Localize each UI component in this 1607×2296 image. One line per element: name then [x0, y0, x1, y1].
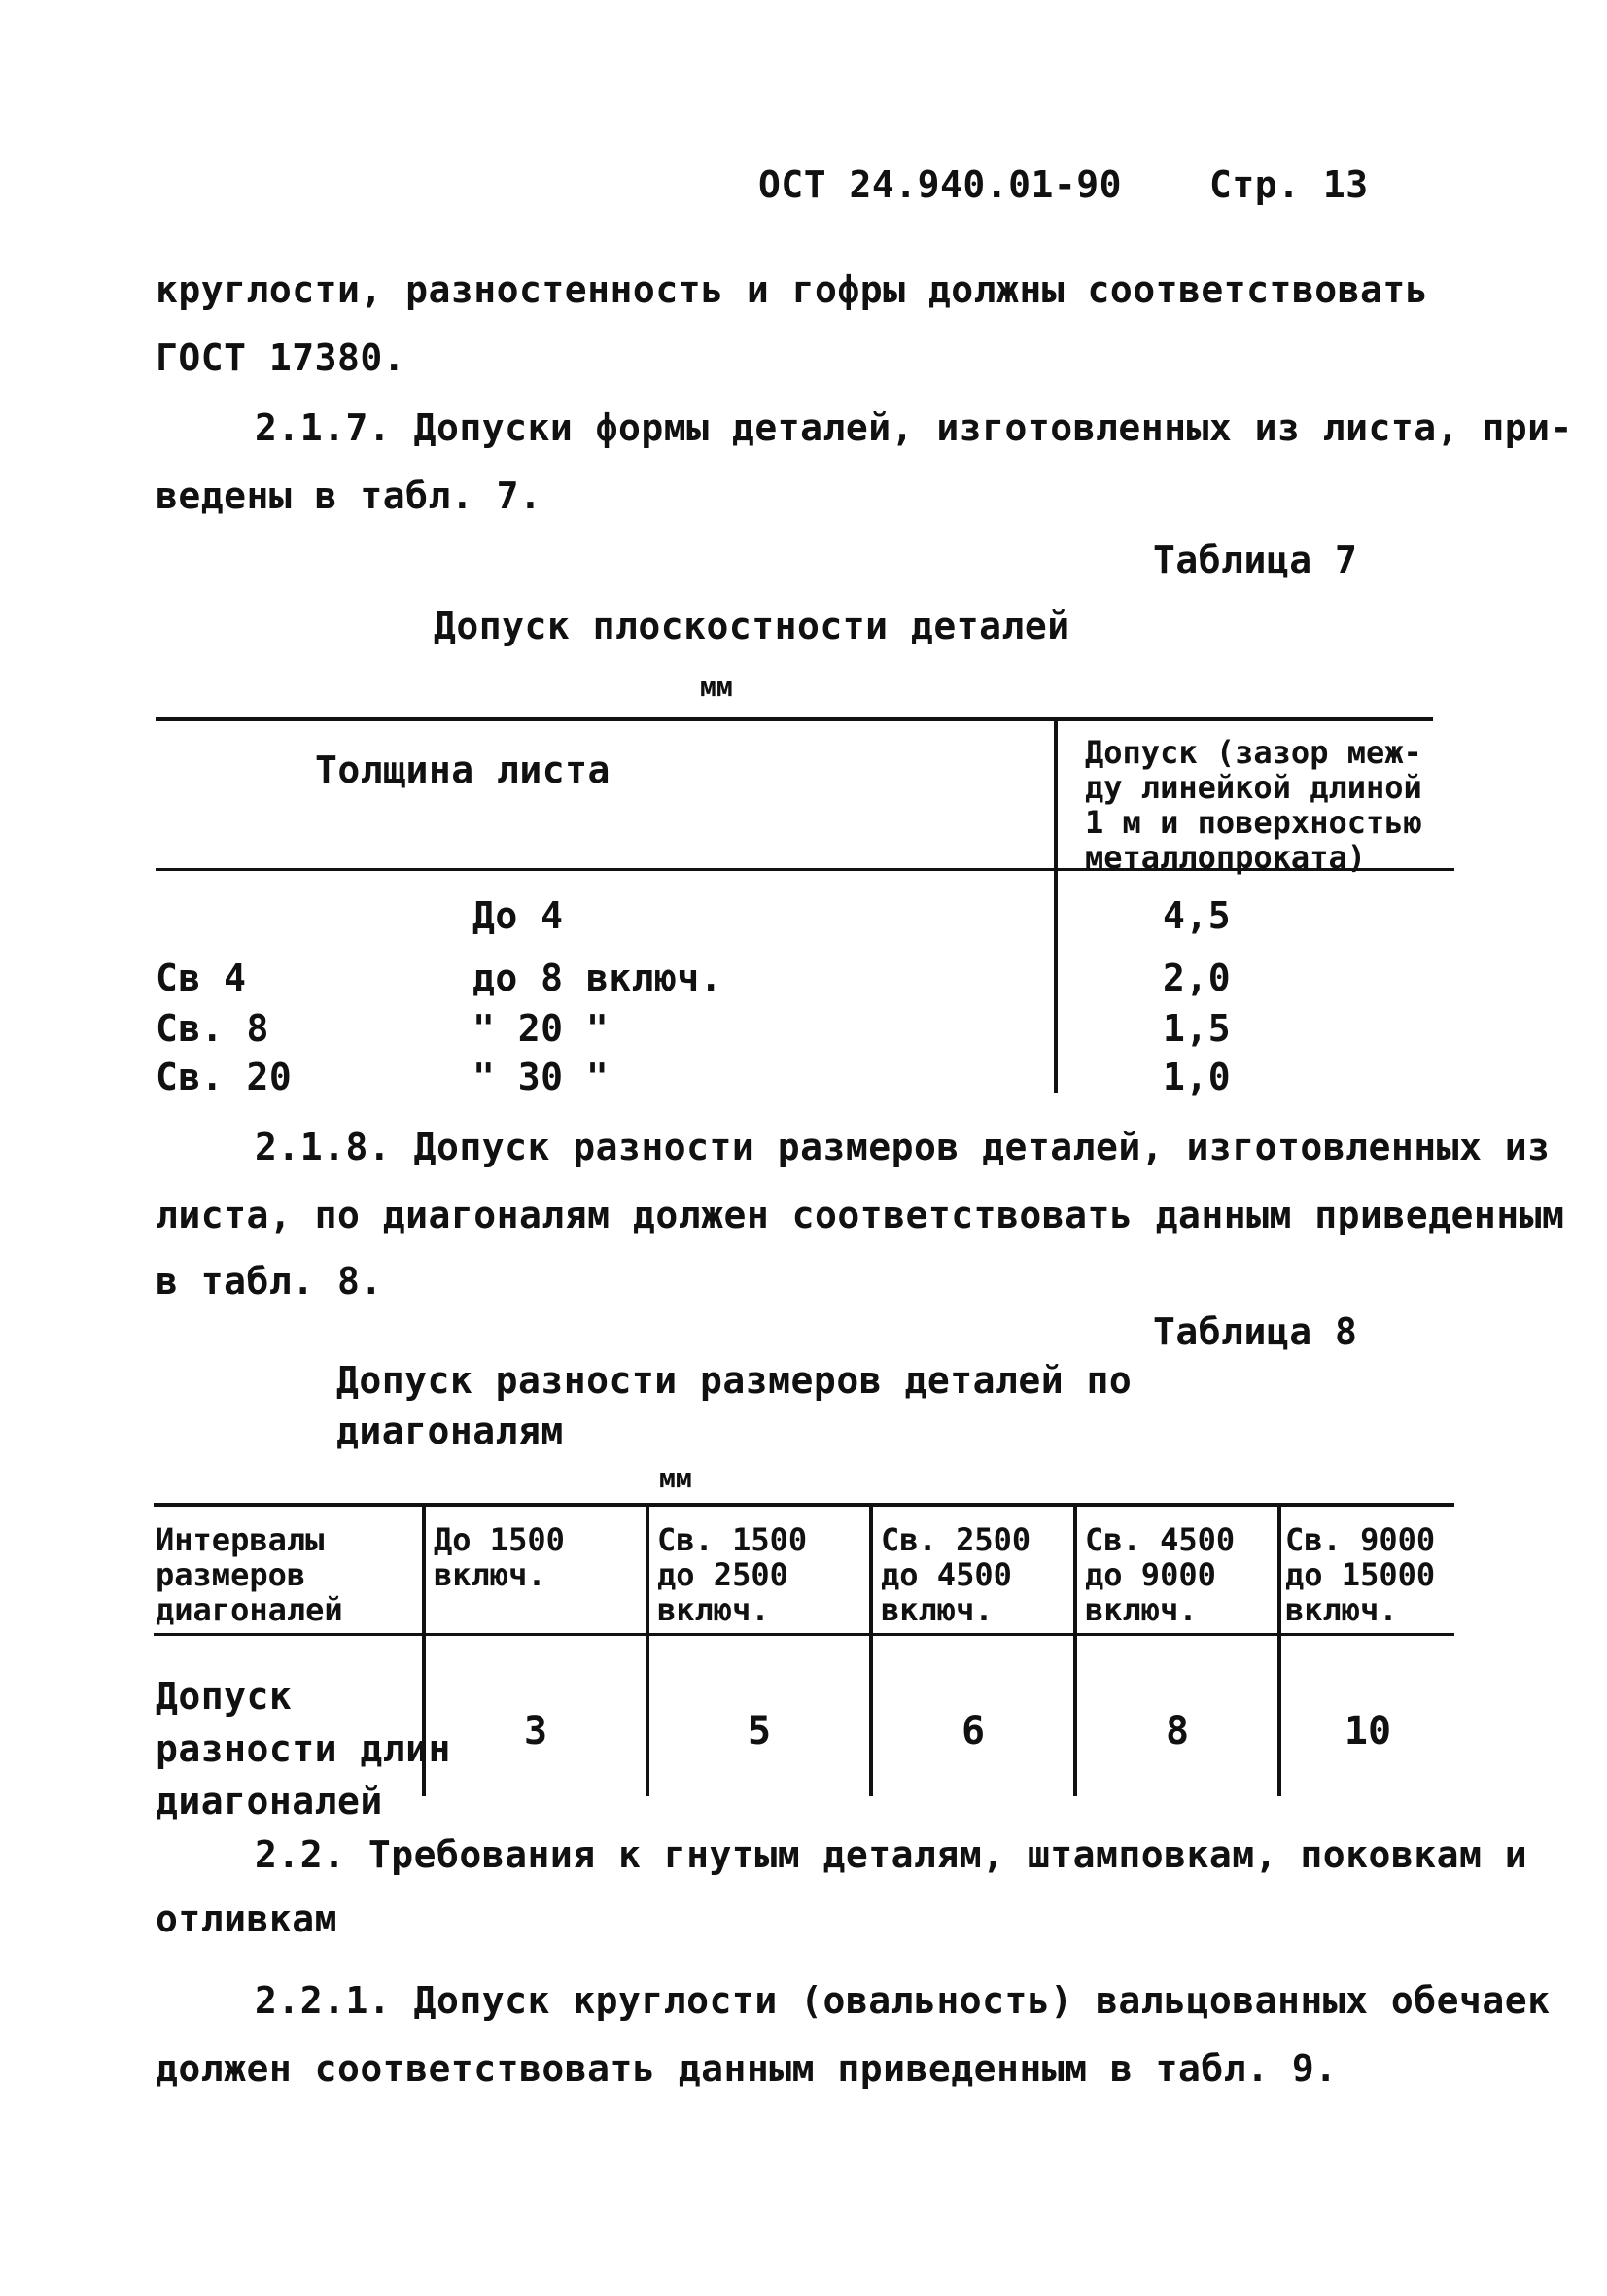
table8-column-header	[657, 1522, 807, 1627]
header-line: включ.	[881, 1591, 994, 1628]
paragraph-line: круглости, разностенность и гофры должны соответствовать	[156, 268, 1429, 311]
table-cell: До 4	[472, 894, 564, 937]
paragraph-line: 2.1.7. Допуски формы деталей, изготовленных из листа, при-	[255, 406, 1573, 449]
header-line: включ.	[434, 1556, 546, 1593]
table-cell: 10	[1344, 1709, 1392, 1754]
table-cell: 3	[523, 1709, 548, 1754]
header-line: до 2500	[657, 1556, 788, 1593]
table-cell: " 20 "	[472, 1007, 610, 1050]
header-line: До 1500	[434, 1521, 565, 1558]
header-line: Допуск (зазор меж-	[1085, 734, 1422, 771]
header-line: Св. 1500	[657, 1521, 808, 1558]
header-line: включ.	[1285, 1591, 1398, 1628]
table7-col1-header: Толщина листа	[315, 748, 611, 791]
section-heading: отливкам	[156, 1897, 338, 1940]
table-label: Таблица 7	[1153, 539, 1358, 581]
table-unit: мм	[659, 1462, 692, 1494]
paragraph-line: листа, по диагоналям должен соответствовать данным приведенным	[156, 1194, 1565, 1236]
table-unit: мм	[700, 671, 733, 703]
header-line: ду линейкой длиной	[1085, 769, 1422, 806]
paragraph-line: 2.1.8. Допуск разности размеров деталей, изготовленных из	[255, 1126, 1551, 1168]
header-line: Интервалы	[156, 1521, 325, 1558]
header-line: 1 м и поверхностью	[1085, 804, 1422, 841]
table8-row1-header	[156, 1522, 343, 1627]
header-line: Допуск	[156, 1675, 293, 1718]
table-cell: Св 4	[156, 957, 247, 999]
table8-top-border	[154, 1503, 1454, 1507]
document-number: ОСТ 24.940.01-90	[758, 163, 1123, 206]
header-line: до 4500	[881, 1556, 1012, 1593]
header-line: диагоналей	[156, 1780, 383, 1823]
header-line: до 9000	[1085, 1556, 1216, 1593]
header-line: Св. 9000	[1285, 1521, 1436, 1558]
paragraph-line: 2.2.1. Допуск круглости (овальность) вальцованных обечаек	[255, 1979, 1551, 2022]
paragraph-line: ГОСТ 17380.	[156, 336, 406, 379]
header-line: до 15000	[1285, 1556, 1436, 1593]
table-label: Таблица 8	[1153, 1310, 1358, 1353]
table-cell: 2,0	[1163, 957, 1232, 999]
table8-column-header	[434, 1522, 565, 1592]
table-cell: 8	[1165, 1709, 1190, 1754]
table-cell: 4,5	[1163, 894, 1232, 937]
table-cell: 6	[961, 1709, 986, 1754]
header-line: размеров	[156, 1556, 306, 1593]
table7-column-divider	[1054, 719, 1058, 1093]
table8-column-header	[881, 1522, 1031, 1627]
header-line: диагоналей	[156, 1591, 343, 1628]
table-title: Допуск плоскостности деталей	[434, 605, 1070, 647]
paragraph-line: ведены в табл. 7.	[156, 474, 542, 517]
header-line: включ.	[657, 1591, 770, 1628]
table7-top-border	[156, 717, 1433, 721]
header-line: Св. 4500	[1085, 1521, 1236, 1558]
table-cell: до 8 включ.	[472, 957, 723, 999]
table-cell: 5	[747, 1709, 772, 1754]
table-cell: Св. 20	[156, 1056, 293, 1098]
paragraph-line: в табл. 8.	[156, 1260, 383, 1303]
table8-row2-header	[156, 1670, 451, 1827]
paragraph-line: должен соответствовать данным приведенным в табл. 9.	[156, 2047, 1338, 2090]
page-number: Стр. 13	[1209, 163, 1369, 206]
table-cell: 1,5	[1163, 1007, 1232, 1050]
table7-col2-header	[1085, 735, 1422, 875]
header-line: включ.	[1085, 1591, 1198, 1628]
section-heading: 2.2. Требования к гнутым деталям, штамповкам, поковкам и	[255, 1833, 1528, 1876]
header-line: разности длин	[156, 1727, 451, 1770]
table-title: Допуск разности размеров деталей по	[336, 1359, 1133, 1402]
table-title: диагоналям	[336, 1409, 564, 1452]
table-cell: 1,0	[1163, 1056, 1232, 1098]
table8-column-header	[1085, 1522, 1235, 1627]
header-line: металлопроката)	[1085, 839, 1366, 876]
table-cell: " 30 "	[472, 1056, 610, 1098]
table8-header-border	[154, 1633, 1454, 1636]
header-line: Св. 2500	[881, 1521, 1031, 1558]
table-cell: Св. 8	[156, 1007, 269, 1050]
table8-column-header	[1285, 1522, 1435, 1627]
